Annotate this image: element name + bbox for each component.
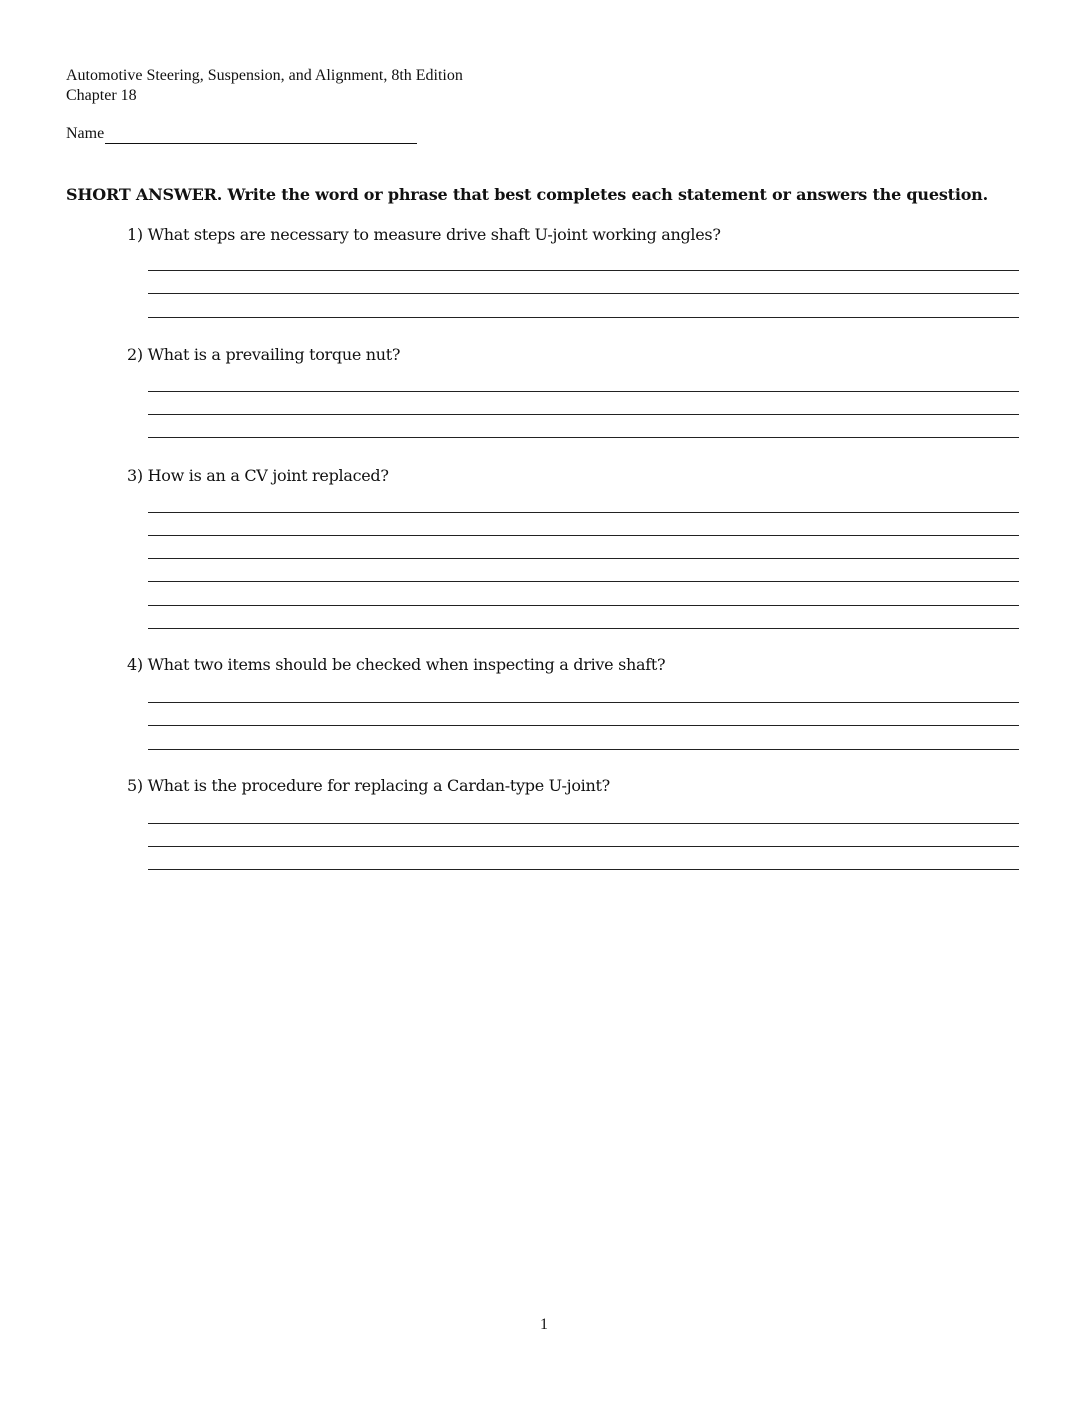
answer-line-q3-4[interactable] (148, 581, 1019, 582)
answer-line-q1-2[interactable] (148, 293, 1019, 294)
name-field[interactable] (105, 126, 417, 144)
name-label: Name (66, 125, 105, 142)
question-3: 3) How is an a CV joint replaced? (127, 466, 389, 485)
question-1: 1) What steps are necessary to measure drive shaft U-joint working angles? (127, 225, 721, 244)
answer-line-q4-1[interactable] (148, 702, 1019, 703)
page-number: 1 (540, 1316, 548, 1333)
answer-line-q5-2[interactable] (148, 846, 1019, 847)
answer-line-q3-3[interactable] (148, 558, 1019, 559)
answer-line-q3-2[interactable] (148, 535, 1019, 536)
answer-line-q3-1[interactable] (148, 512, 1019, 513)
answer-line-q5-3[interactable] (148, 869, 1019, 870)
answer-line-q2-2[interactable] (148, 414, 1019, 415)
section-instructions: SHORT ANSWER. Write the word or phrase that best completes each statement or answers the question. (66, 185, 988, 204)
answer-line-q5-1[interactable] (148, 823, 1019, 824)
answer-line-q2-1[interactable] (148, 391, 1019, 392)
answer-line-q3-5[interactable] (148, 605, 1019, 606)
answer-line-q3-6[interactable] (148, 628, 1019, 629)
question-5: 5) What is the procedure for replacing a Cardan-type U-joint? (127, 776, 610, 795)
answer-line-q4-3[interactable] (148, 749, 1019, 750)
answer-line-q1-1[interactable] (148, 270, 1019, 271)
answer-line-q1-3[interactable] (148, 317, 1019, 318)
question-2: 2) What is a prevailing torque nut? (127, 345, 401, 364)
name-row (66, 124, 417, 144)
answer-line-q4-2[interactable] (148, 725, 1019, 726)
chapter-label: Chapter 18 (66, 87, 137, 104)
question-4: 4) What two items should be checked when inspecting a drive shaft? (127, 655, 666, 674)
book-title: Automotive Steering, Suspension, and Alignment, 8th Edition (66, 67, 463, 84)
document-header (66, 66, 463, 106)
answer-line-q2-3[interactable] (148, 437, 1019, 438)
